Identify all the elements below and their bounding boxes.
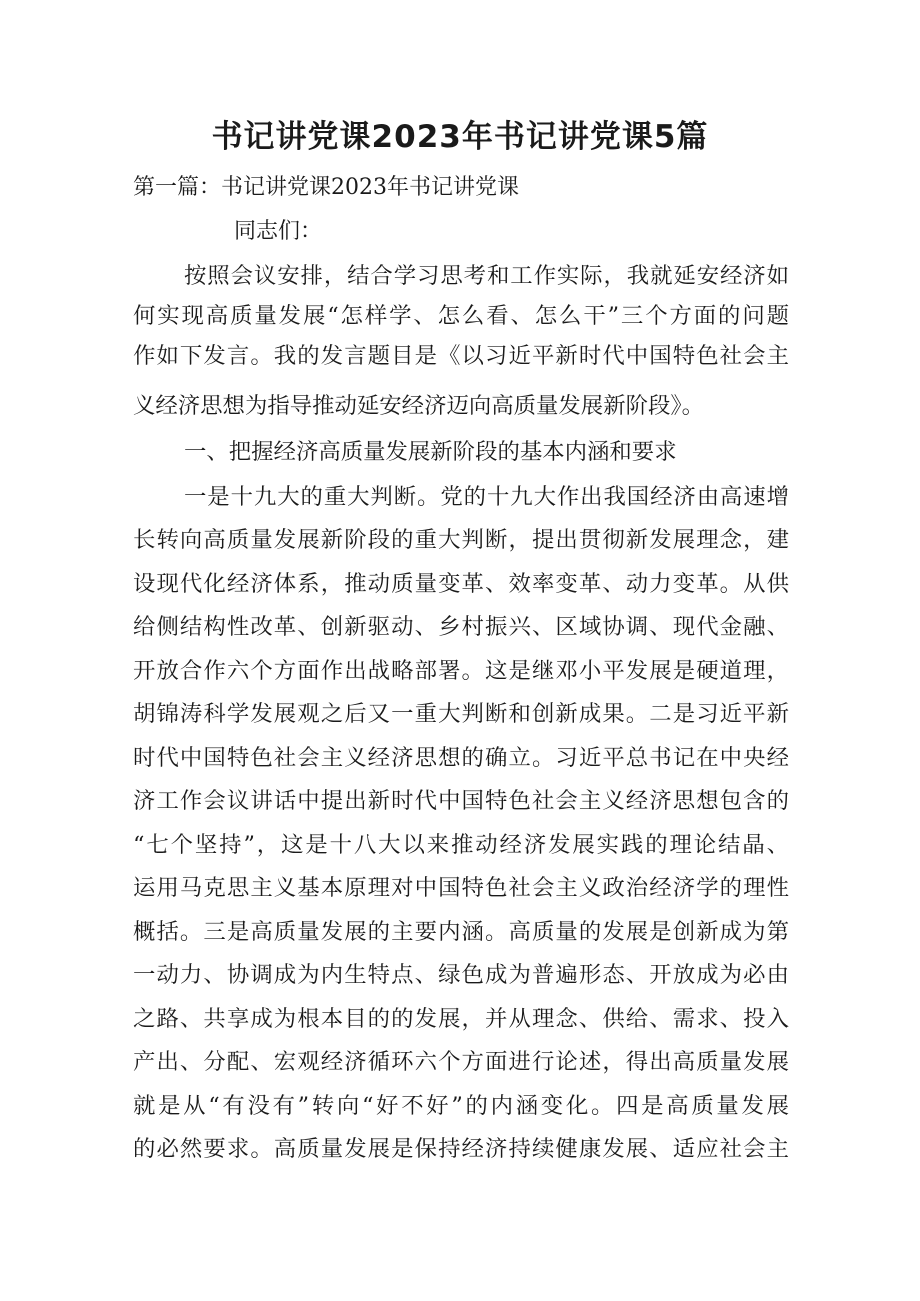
paragraph-line: 的必然要求。高质量发展是保持经济持续健康发展、适应社会主 xyxy=(133,1136,789,1162)
paragraph-line: 一动力、协调成为内生特点、绿色成为普遍形态、开放成为必由 xyxy=(133,962,789,988)
paragraph-line: 概括。三是高质量发展的主要内涵。高质量的发展是创新成为第 xyxy=(133,919,789,945)
paragraph-line: 运用马克思主义基本原理对中国特色社会主义政治经济学的理性 xyxy=(133,875,789,901)
paragraph-line: 就是从“有没有”转向“好不好”的内涵变化。四是高质量发展 xyxy=(133,1093,789,1119)
paragraph-line: 时代中国特色社会主义经济思想的确立。习近平总书记在中央经 xyxy=(133,745,789,771)
paragraph-line: “七个坚持”，这是十八大以来推动经济发展实践的理论结晶、 xyxy=(133,832,789,858)
paragraph-line: 长转向高质量发展新阶段的重大判断，提出贯彻新发展理念，建 xyxy=(133,527,789,553)
paragraph-line: 按照会议安排，结合学习思考和工作实际，我就延安经济如 xyxy=(184,263,789,289)
paragraph-line: 作如下发言。我的发言题目是《以习近平新时代中国特色社会主 xyxy=(133,343,789,369)
paragraph-line: 济工作会议讲话中提出新时代中国特色社会主义经济思想包含的 xyxy=(133,788,789,814)
greeting: 同志们： xyxy=(234,219,323,244)
paragraph-line: 设现代化经济体系，推动质量变革、效率变革、动力变革。从供 xyxy=(133,571,789,597)
paragraph-line: 之路、共享成为根本目的的发展，并从理念、供给、需求、投入 xyxy=(133,1006,789,1032)
section-heading: 一、把握经济高质量发展新阶段的基本内涵和要求 xyxy=(184,439,677,465)
paragraph-line: 产出、分配、宏观经济循环六个方面进行论述，得出高质量发展 xyxy=(133,1049,789,1075)
document-title: 书记讲党课2023年书记讲党课5篇 xyxy=(211,119,709,155)
paragraph-line: 开放合作六个方面作出战略部署。这是继邓小平发展是硬道理， xyxy=(133,658,789,684)
paragraph-line: 何实现高质量发展“怎样学、怎么看、怎么干”三个方面的问题 xyxy=(133,303,789,329)
chapter-subtitle: 第一篇：书记讲党课2023年书记讲党课 xyxy=(133,175,519,200)
paragraph-line: 一是十九大的重大判断。党的十九大作出我国经济由高速增 xyxy=(184,484,789,510)
paragraph-line: 胡锦涛科学发展观之后又一重大判断和创新成果。二是习近平新 xyxy=(133,701,789,727)
paragraph-line: 义经济思想为指导推动延安经济迈向高质量发展新阶段》。 xyxy=(133,393,704,419)
paragraph-line: 给侧结构性改革、创新驱动、乡村振兴、区域协调、现代金融、 xyxy=(133,614,789,640)
